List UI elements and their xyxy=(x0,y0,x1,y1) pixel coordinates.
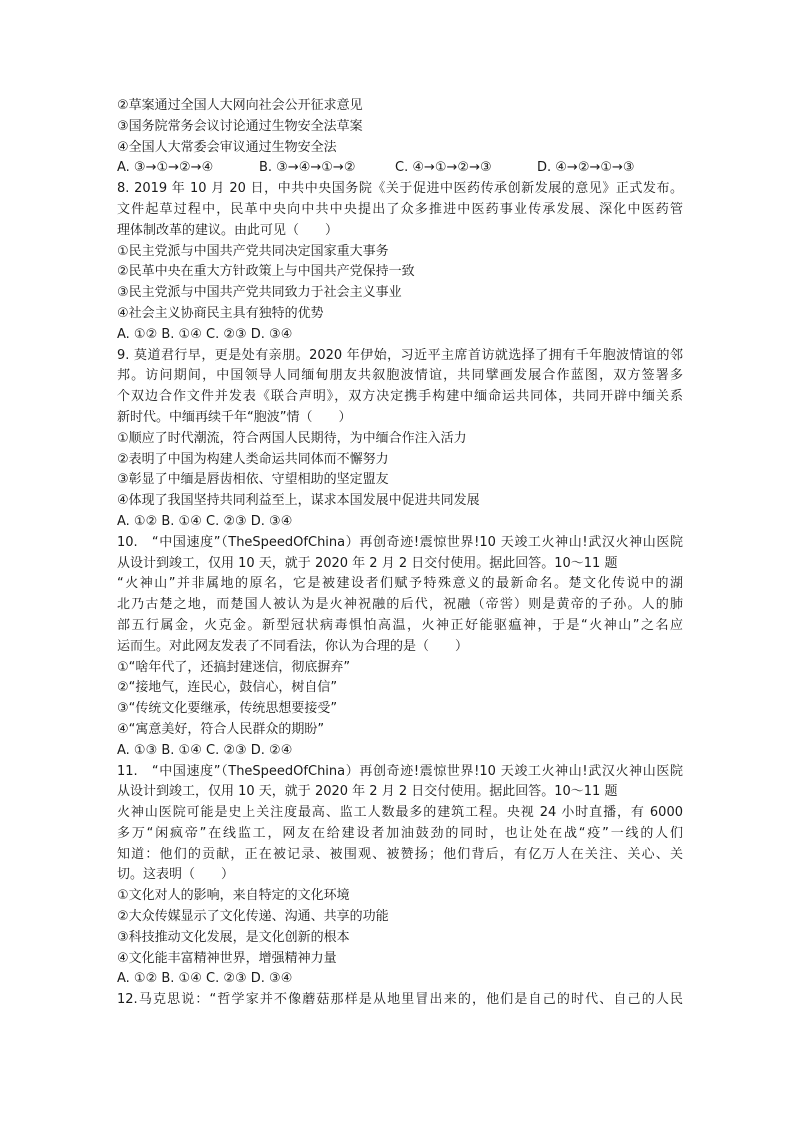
question-stem: 12.马克思说：“哲学家并不像蘑菇那样是从地里冒出来的，他们是自己的时代、自己的人民 xyxy=(117,992,683,1008)
question-12 xyxy=(117,990,683,1011)
statement: ③彰显了中缅是唇齿相依、守望相助的坚定盟友 xyxy=(117,472,389,488)
question-stem: 个双边合作文件并发表《联合声明》，双方决定携手构建中缅命运共同体，共同开辟中缅关系 xyxy=(117,389,683,405)
statement: ④“寓意美好，符合人民群众的期盼” xyxy=(117,721,325,737)
statement: ④文化能丰富精神世界，增强精神力量 xyxy=(117,950,337,966)
question-9 xyxy=(117,346,683,533)
statement: ①文化对人的影响，来自特定的文化环境 xyxy=(117,888,350,904)
question-stem: 部五行属金，火克金。新型冠状病毒惧怕高温，火神正好能驱瘟神，于是“火神山”之名应 xyxy=(117,617,683,633)
question-8 xyxy=(117,179,683,345)
question-stem: 运而生。对此网友发表了不同看法，你认为合理的是（ ） xyxy=(117,638,469,654)
question-stem: “火神山”并非属地的原名，它是被建设者们赋予特殊意义的最新命名。楚文化传说中的湖 xyxy=(117,576,683,592)
statement: ①民主党派与中国共产党共同决定国家重大事务 xyxy=(117,243,389,259)
statement: ①顺应了时代潮流，符合两国人民期待，为中缅合作注入活力 xyxy=(117,430,467,446)
question-stem: 切。这表明（ ） xyxy=(117,867,235,883)
option-a: A. ③→①→②→④ xyxy=(117,160,214,176)
statement: ②大众传媒显示了文化传递、沟通、共享的功能 xyxy=(117,909,389,925)
question-stem: 邦。访问期间，中国领导人同缅甸朋友共叙胞波情谊，共同擘画发展合作蓝图，双方签署多 xyxy=(117,368,683,384)
exam-page xyxy=(117,96,683,1011)
statement: ③民主党派与中国共产党共同致力于社会主义事业 xyxy=(117,285,402,301)
question-stem: 火神山医院可能是史上关注度最高、监工人数最多的建筑工程。央视 24 小时直播，有 6000 xyxy=(117,805,683,821)
answer-options: A. ①② B. ①④ C. ②③ D. ③④ xyxy=(117,971,293,987)
question-stem: 知道：他们的贡献，正在被记录、被围观、被赞扬；他们背后，有亿万人在关注、关心、关 xyxy=(117,846,683,862)
question-stem: 新时代。中缅再续千年“胞波”情（ ） xyxy=(117,409,352,425)
statement: ③科技推动文化发展，是文化创新的根本 xyxy=(117,929,350,945)
question-stem: 从设计到竣工，仅用 10 天，就于 2020 年 2 月 2 日交付使用。据此回答。10～11 题 xyxy=(117,784,618,800)
statement: ②“接地气，连民心，鼓信心，树自信” xyxy=(117,680,338,696)
statement: ④体现了我国坚持共同利益至上，谋求本国发展中促进共同发展 xyxy=(117,493,480,509)
answer-options: A. ①③ B. ①④ C. ②③ D. ②④ xyxy=(117,742,293,758)
option-b: B. ③→④→①→② xyxy=(259,160,356,176)
statement: ②民革中央在重大方针政策上与中国共产党保持一致 xyxy=(117,264,415,280)
question-stem: 北乃古楚之地，而楚国人被认为是火神祝融的后代，祝融（帝喾）则是黄帝的子孙。人的肺 xyxy=(117,597,683,613)
answer-options: A. ①② B. ①④ C. ②③ D. ③④ xyxy=(117,513,293,529)
statement: ②表明了中国为构建人类命运共同体而不懈努力 xyxy=(117,451,389,467)
answer-options: A. ①② B. ①④ C. ②③ D. ③④ xyxy=(117,326,293,342)
question-stem: 从设计到竣工，仅用 10 天，就于 2020 年 2 月 2 日交付使用。据此回答。10～11 题 xyxy=(117,555,618,571)
statement: ④全国人大常委会审议通过生物安全法 xyxy=(117,139,337,155)
question-stem: 多万“闲疯帝”在线监工，网友在给建设者加油鼓劲的同时，也让处在战“疫”一线的人们 xyxy=(117,825,683,841)
question-stem: 9. 莫道君行早，更是处有亲朋。2020 年伊始，习近平主席首访就选择了拥有千年胞波情谊的邻 xyxy=(117,347,683,363)
question-11 xyxy=(117,762,683,991)
statement: ②草案通过全国人大网向社会公开征求意见 xyxy=(117,98,363,113)
statement: ①“啥年代了，还搞封建迷信，彻底摒弃” xyxy=(117,659,351,675)
statement: ③国务院常务会议讨论通过生物安全法草案 xyxy=(117,118,363,134)
statement: ④社会主义协商民主具有独特的优势 xyxy=(117,305,324,321)
question-stem: 8. 2019 年 10 月 20 日，中共中央国务院《关于促进中医药传承创新发展的意见》正式发布。 xyxy=(117,181,683,197)
question-7-tail xyxy=(117,96,683,179)
statement: ③“传统文化要继承，传统思想要接受” xyxy=(117,701,338,717)
question-stem: 10. “中国速度”（TheSpeedOfChina）再创奇迹!震惊世界!10 天竣工火神山!武汉火神山医院 xyxy=(117,534,683,550)
option-d: D. ④→②→①→③ xyxy=(537,160,635,176)
question-stem: 11. “中国速度”（TheSpeedOfChina）再创奇迹!震惊世界!10 天竣工火神山!武汉火神山医院 xyxy=(117,763,683,779)
question-stem: 理体制改革的建议。由此可见（ ） xyxy=(117,222,339,238)
option-c: C. ④→①→②→③ xyxy=(395,160,492,176)
answer-options xyxy=(117,158,683,179)
question-stem: 文件起草过程中，民革中央向中共中央提出了众多推进中医药事业传承发展、深化中医药管 xyxy=(117,201,683,217)
question-10 xyxy=(117,533,683,762)
